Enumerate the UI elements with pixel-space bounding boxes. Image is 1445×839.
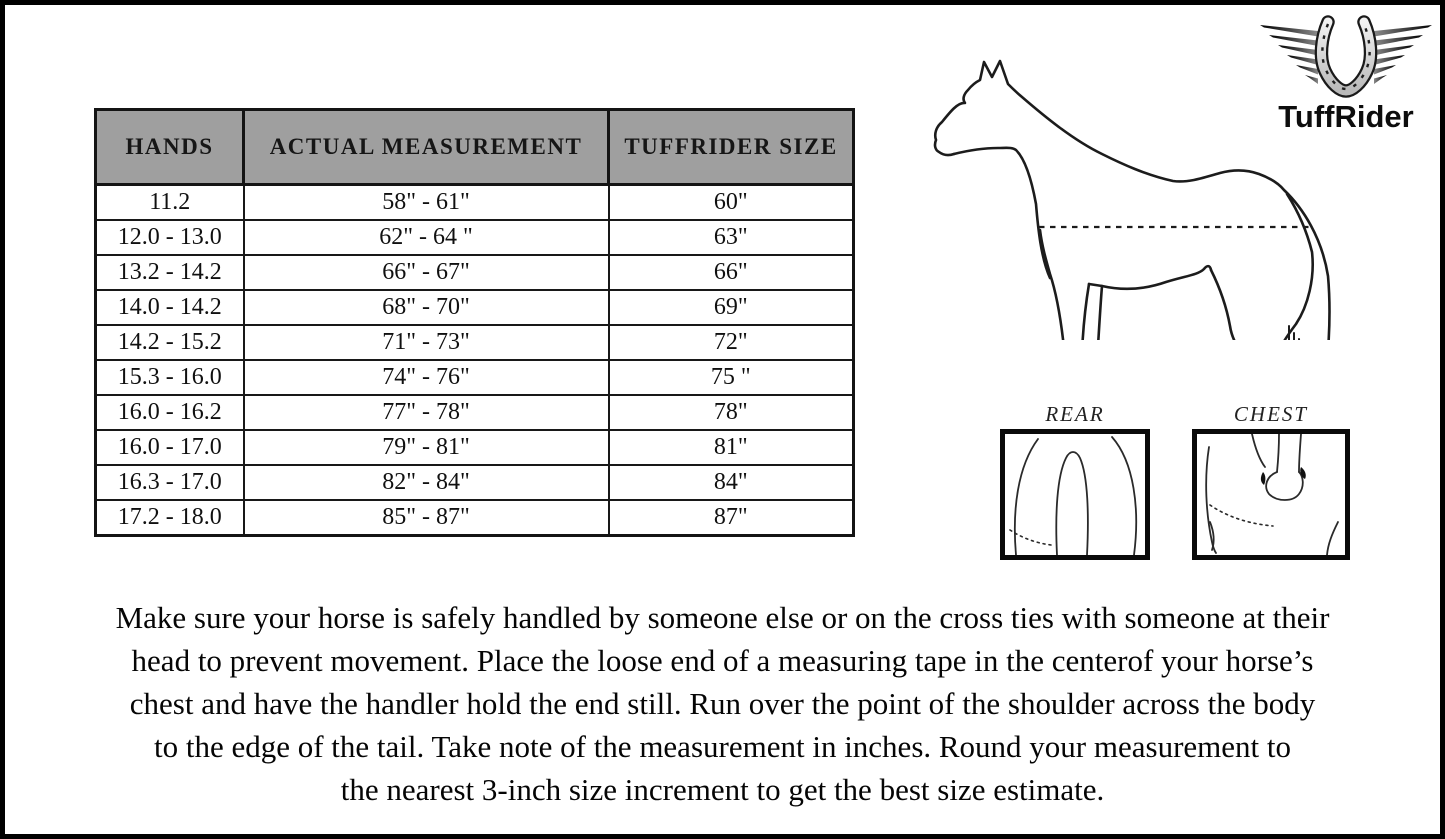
table-cell: 84" — [609, 465, 854, 500]
table-row — [96, 255, 854, 290]
table-cell: 68" - 70" — [244, 290, 609, 325]
rear-view-label: REAR — [1045, 402, 1105, 426]
table-cell: 69" — [609, 290, 854, 325]
instructions-line: the nearest 3-inch size increment to get the best size estimate. — [340, 772, 1105, 807]
rear-view-diagram — [1005, 434, 1145, 555]
table-cell: 78" — [609, 395, 854, 430]
table-cell: 66" - 67" — [244, 255, 609, 290]
table-cell: 66" — [609, 255, 854, 290]
horse-front-leg — [1040, 230, 1067, 340]
horseshoe-icon — [1321, 22, 1370, 91]
size-table — [94, 108, 855, 537]
table-cell: 82" - 84" — [244, 465, 609, 500]
horse-hind-leg — [1211, 270, 1261, 340]
table-row — [96, 395, 854, 430]
header-row — [96, 110, 854, 185]
table-cell: 58" - 61" — [244, 185, 609, 221]
table-row — [96, 360, 854, 395]
instructions-line: to the edge of the tail. Take note of the measurement in inches. Round your measurement to — [153, 729, 1292, 764]
table-cell: 74" - 76" — [244, 360, 609, 395]
horse-far-front-leg — [1089, 284, 1102, 340]
chest-view-label: CHEST — [1233, 402, 1309, 426]
instructions-line: chest and have the handler hold the end still. Run over the point of the shoulder across the body — [129, 686, 1316, 721]
table-cell: 16.0 - 16.2 — [96, 395, 244, 430]
table-cell: 62" - 64 " — [244, 220, 609, 255]
instructions-line: Make sure your horse is safely handled by someone else or on the cross ties with someone at their — [115, 600, 1330, 635]
table-cell: 12.0 - 13.0 — [96, 220, 244, 255]
table-row — [96, 325, 854, 360]
column-header: TUFFRIDER SIZE — [609, 110, 854, 185]
horse-jaw-neck-line — [954, 148, 1050, 278]
table-cell: 85" - 87" — [244, 500, 609, 536]
table-row — [96, 220, 854, 255]
size-table-header — [96, 110, 854, 185]
column-header: ACTUAL MEASUREMENT — [244, 110, 609, 185]
table-cell: 87" — [609, 500, 854, 536]
table-row — [96, 500, 854, 536]
table-row — [96, 185, 854, 221]
table-cell: 17.2 - 18.0 — [96, 500, 244, 536]
horse-buttock-line — [1277, 194, 1313, 340]
table-cell: 60" — [609, 185, 854, 221]
table-cell: 75 " — [609, 360, 854, 395]
instructions-line: head to prevent movement. Place the loose end of a measuring tape in the centerof your horse’s — [131, 643, 1314, 678]
table-cell: 11.2 — [96, 185, 244, 221]
size-table-body — [96, 185, 854, 536]
table-cell: 16.3 - 17.0 — [96, 465, 244, 500]
chest-view-box — [1192, 429, 1350, 560]
table-cell: 15.3 - 16.0 — [96, 360, 244, 395]
brand-name: TuffRider — [1278, 99, 1414, 134]
right-wing-stripes-icon — [1374, 25, 1432, 84]
table-row — [96, 465, 854, 500]
horse-belly-line — [1102, 266, 1211, 289]
table-cell: 81" — [609, 430, 854, 465]
table-cell: 72" — [609, 325, 854, 360]
left-wing-stripes-icon — [1260, 25, 1318, 84]
instructions-paragraph — [0, 596, 1445, 811]
table-row — [96, 430, 854, 465]
tuffrider-logo — [1252, 10, 1440, 134]
column-header: HANDS — [96, 110, 244, 185]
table-cell: 77" - 78" — [244, 395, 609, 430]
rear-view-box — [1000, 429, 1150, 560]
table-cell: 63" — [609, 220, 854, 255]
table-cell: 71" - 73" — [244, 325, 609, 360]
table-cell: 13.2 - 14.2 — [96, 255, 244, 290]
table-cell: 14.0 - 14.2 — [96, 290, 244, 325]
horse-front-leg-back-edge — [1081, 284, 1089, 340]
table-cell: 14.2 - 15.2 — [96, 325, 244, 360]
table-cell: 16.0 - 17.0 — [96, 430, 244, 465]
chest-view-diagram — [1197, 434, 1345, 555]
table-cell: 79" - 81" — [244, 430, 609, 465]
table-row — [96, 290, 854, 325]
winged-horseshoe-icon — [1252, 10, 1440, 98]
